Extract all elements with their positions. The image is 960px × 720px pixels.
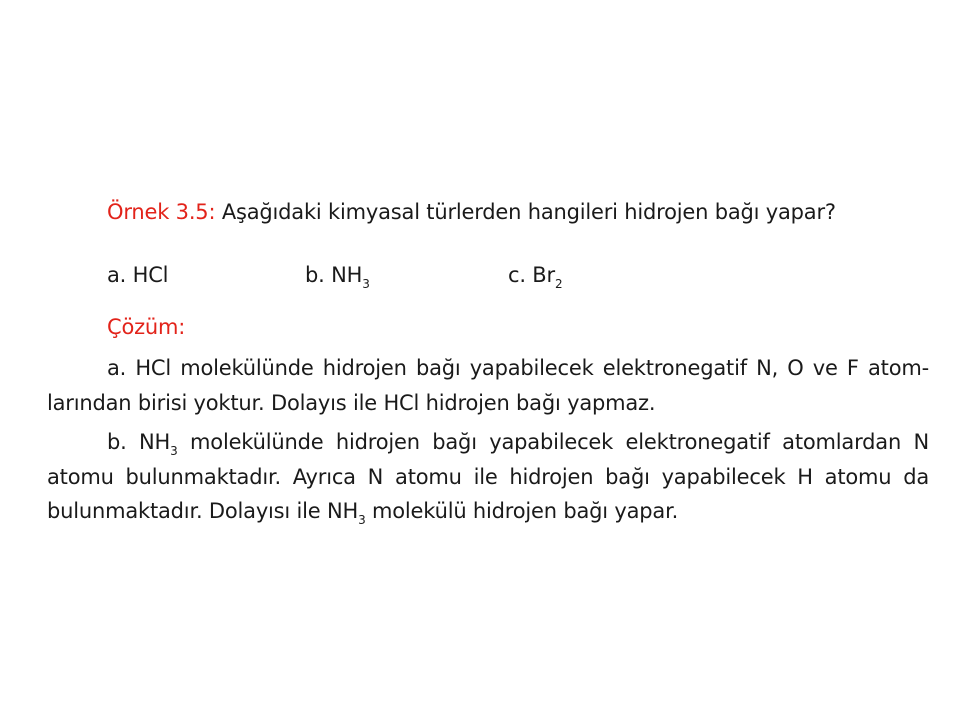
solution-b-line-1 — [47, 429, 929, 458]
solution-label: Çözüm: — [107, 315, 186, 339]
option-a — [107, 262, 168, 288]
solution-b-line-3-rest: molekülü hidrojen bağı yapar. — [365, 499, 679, 523]
solution-b-line-1-rest: molekülünde hidrojen bağı yapabilecek elektronegatif atomlardan N — [177, 430, 929, 454]
option-c-subscript: 2 — [554, 277, 563, 291]
solution-b-line-2: atomu bulunmaktadır. Ayrıca N atomu ile hidrojen bağı yapabilecek H atomu da — [47, 465, 929, 489]
example-label: Örnek 3.5: — [107, 200, 216, 224]
solution-a-line-2: larından birisi yoktur. Dolayıs ile HCl hidrojen bağı yapmaz. — [47, 391, 656, 415]
solution-b-line-3-prefix: bulunmaktadır. Dolayısı ile NH — [47, 499, 359, 523]
solution-b-line-3-subscript: 3 — [358, 513, 366, 527]
option-c-text: c. Br — [508, 263, 555, 287]
example-heading — [107, 199, 836, 225]
option-b-subscript: 3 — [362, 277, 370, 291]
example-question: Aşağıdaki kimyasal türlerden hangileri hidrojen bağı yapar? — [221, 200, 836, 224]
option-a-text: a. HCl — [107, 263, 169, 287]
option-b-text: b. NH — [305, 263, 363, 287]
option-b — [305, 262, 370, 291]
solution-b-line-1-prefix: b. NH — [107, 430, 171, 454]
solution-b-line-1-subscript: 3 — [170, 444, 178, 458]
option-c — [508, 262, 563, 291]
solution-a-line-1: a. HCl molekülünde hidrojen bağı yapabilecek elektronegatif N, O ve F atom- — [107, 356, 929, 380]
solution-b-line-3 — [47, 498, 929, 527]
